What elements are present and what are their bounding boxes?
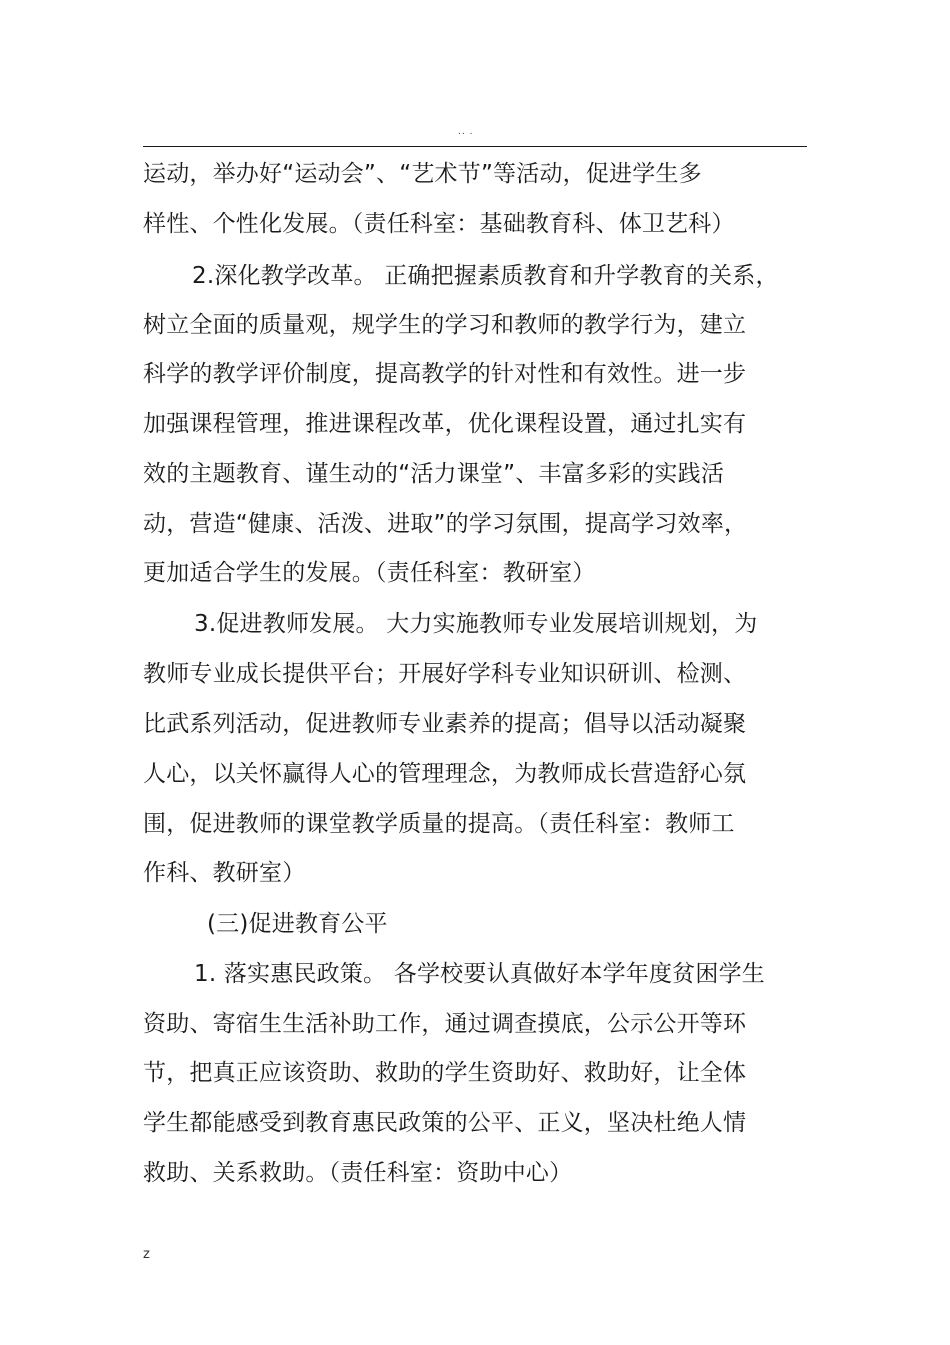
text-line: 作科、教研室）	[143, 860, 306, 886]
header-mark: .. .	[458, 127, 474, 137]
text-line: 效的主题教育、谨生动的“活力课堂”、丰富多彩的实践活	[143, 461, 725, 487]
section-heading: (三)促进教育公平	[207, 911, 388, 937]
text-line: 围，促进教师的课堂教学质量的提高。（责任科室：教师工	[143, 811, 735, 837]
text-line: 节，把真正应该资助、救助的学生资助好、救助好，让全体	[143, 1060, 747, 1086]
text-line: 1. 落实惠民政策。 各学校要认真做好本学年度贫困学生	[194, 961, 765, 987]
text-line: 样性、个性化发展。（责任科室：基础教育科、体卫艺科）	[143, 211, 735, 237]
header-rule	[143, 146, 807, 147]
text-line: 人心，以关怀赢得人心的管理理念，为教师成长营造舒心氛	[143, 761, 747, 787]
text-line: 2.深化教学改革。 正确把握素质教育和升学教育的关系，	[192, 263, 779, 289]
text-line: 科学的教学评价制度，提高教学的针对性和有效性。进一步	[143, 361, 747, 387]
text-line: 比武系列活动，促进教师专业素养的提高；倡导以活动凝聚	[143, 711, 747, 737]
text-line: 运动，举办好“运动会”、“艺术节”等活动，促进学生多	[143, 161, 702, 187]
text-line: 动，营造“健康、活泼、进取”的学习氛围，提高学习效率，	[143, 511, 748, 537]
text-line: 救助、关系救助。（责任科室：资助中心）	[143, 1160, 573, 1186]
footer-mark: z	[143, 1247, 150, 1262]
text-line: 教师专业成长提供平台；开展好学科专业知识研训、检测、	[143, 661, 747, 687]
text-line: 更加适合学生的发展。（责任科室：教研室）	[143, 560, 596, 586]
text-line: 3.促进教师发展。 大力实施教师专业发展培训规划，为	[194, 611, 758, 637]
text-line: 资助、寄宿生生活补助工作，通过调查摸底，公示公开等环	[143, 1011, 747, 1037]
text-line: 学生都能感受到教育惠民政策的公平、正义，坚决杜绝人情	[143, 1110, 747, 1136]
text-line: 树立全面的质量观，规学生的学习和教师的教学行为，建立	[143, 312, 747, 338]
text-line: 加强课程管理，推进课程改革，优化课程设置，通过扎实有	[143, 411, 747, 437]
